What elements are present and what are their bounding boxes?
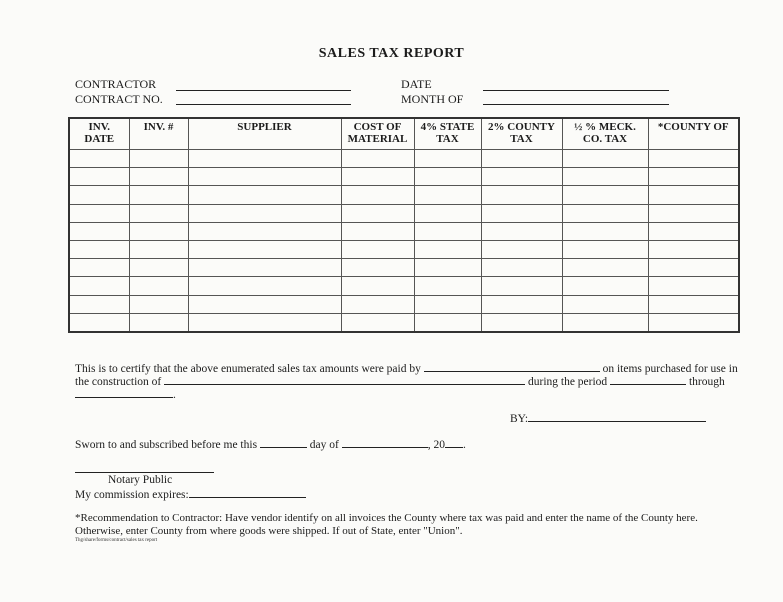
table-cell[interactable]	[562, 240, 648, 258]
contractor-field[interactable]	[176, 90, 351, 91]
table-cell[interactable]	[562, 204, 648, 222]
table-cell[interactable]	[481, 277, 562, 295]
table-cell[interactable]	[341, 186, 414, 204]
table-cell[interactable]	[648, 168, 739, 186]
table-cell[interactable]	[481, 222, 562, 240]
table-cell[interactable]	[414, 186, 481, 204]
sworn-day-field[interactable]	[260, 436, 307, 448]
table-row	[69, 277, 739, 295]
column-header: INV. DATE	[69, 118, 129, 150]
table-cell[interactable]	[562, 295, 648, 313]
sworn-line: Sworn to and subscribed before me this day of , 20 .	[75, 436, 466, 451]
table-cell[interactable]	[69, 222, 129, 240]
table-cell[interactable]	[188, 150, 341, 168]
table-cell[interactable]	[129, 277, 188, 295]
table-cell[interactable]	[648, 186, 739, 204]
signature-field[interactable]	[528, 410, 706, 422]
paid-by-field[interactable]	[424, 360, 600, 372]
table-row	[69, 259, 739, 277]
table-cell[interactable]	[481, 168, 562, 186]
column-header: SUPPLIER	[188, 118, 341, 150]
table-cell[interactable]	[648, 313, 739, 332]
table-cell[interactable]	[188, 277, 341, 295]
contract-no-field[interactable]	[176, 104, 351, 105]
table-cell[interactable]	[69, 295, 129, 313]
sales-tax-table	[68, 117, 740, 333]
table-cell[interactable]	[562, 277, 648, 295]
column-header: 4% STATE TAX	[414, 118, 481, 150]
column-header: ½ % MECK. CO. TAX	[562, 118, 648, 150]
table-cell[interactable]	[69, 204, 129, 222]
table-cell[interactable]	[414, 150, 481, 168]
table-cell[interactable]	[69, 240, 129, 258]
table-cell[interactable]	[648, 222, 739, 240]
table-cell[interactable]	[648, 259, 739, 277]
certify-line-1: This is to certify that the above enumerated sales tax amounts were paid by on items purchased for use in	[75, 360, 738, 375]
table-cell[interactable]	[129, 295, 188, 313]
sworn-month-field[interactable]	[342, 436, 428, 448]
table-cell[interactable]	[69, 150, 129, 168]
table-cell[interactable]	[414, 222, 481, 240]
date-label: DATE	[401, 77, 432, 91]
column-header: 2% COUNTY TAX	[481, 118, 562, 150]
table-cell[interactable]	[481, 313, 562, 332]
table-cell[interactable]	[648, 150, 739, 168]
table-row	[69, 313, 739, 332]
date-field[interactable]	[483, 90, 669, 91]
notary-signature-line[interactable]	[75, 472, 214, 473]
signature-by: BY:	[510, 410, 706, 425]
table-cell[interactable]	[562, 186, 648, 204]
table-cell[interactable]	[69, 186, 129, 204]
table-cell[interactable]	[69, 313, 129, 332]
table-cell[interactable]	[129, 313, 188, 332]
table-cell[interactable]	[129, 168, 188, 186]
table-cell[interactable]	[69, 168, 129, 186]
table-cell[interactable]	[414, 313, 481, 332]
table-cell[interactable]	[188, 259, 341, 277]
table-row	[69, 222, 739, 240]
sworn-year-field[interactable]	[445, 436, 463, 448]
commission-line: My commission expires:	[75, 486, 306, 501]
table-cell[interactable]	[188, 222, 341, 240]
table-cell[interactable]	[69, 277, 129, 295]
table-cell[interactable]	[341, 150, 414, 168]
recommendation-line-2: Otherwise, enter County from where goods were shipped. If out of State, enter "Union".	[75, 525, 463, 537]
page-title: SALES TAX REPORT	[318, 46, 465, 61]
table-cell[interactable]	[648, 277, 739, 295]
table-cell[interactable]	[414, 259, 481, 277]
footer-path: Thg/share/forms/contract/sales tax report	[75, 538, 158, 543]
table-cell[interactable]	[188, 186, 341, 204]
table-cell[interactable]	[341, 168, 414, 186]
month-of-label: MONTH OF	[401, 92, 464, 106]
table-cell[interactable]	[648, 240, 739, 258]
table-cell[interactable]	[188, 168, 341, 186]
table-cell[interactable]	[481, 150, 562, 168]
table-cell[interactable]	[341, 240, 414, 258]
table-cell[interactable]	[414, 240, 481, 258]
table-cell[interactable]	[341, 313, 414, 332]
table-cell[interactable]	[188, 313, 341, 332]
period-start-field[interactable]	[610, 373, 686, 385]
table-row	[69, 204, 739, 222]
table-cell[interactable]	[414, 295, 481, 313]
table-cell[interactable]	[648, 204, 739, 222]
certify-line-2: the construction of during the period through	[75, 373, 725, 388]
table-cell[interactable]	[188, 240, 341, 258]
table-cell[interactable]	[562, 168, 648, 186]
commission-expires-field[interactable]	[189, 486, 306, 498]
recommendation-line-1: *Recommendation to Contractor: Have vendor identify on all invoices the County where tax was paid and enter the name of the County here.	[75, 512, 698, 524]
table-cell[interactable]	[69, 259, 129, 277]
table-cell[interactable]	[341, 295, 414, 313]
column-header: INV. #	[129, 118, 188, 150]
table-cell[interactable]	[562, 259, 648, 277]
table-cell[interactable]	[341, 222, 414, 240]
table-row	[69, 186, 739, 204]
certify-line-3: .	[75, 386, 176, 401]
table-cell[interactable]	[481, 259, 562, 277]
table-cell[interactable]	[129, 222, 188, 240]
contract-no-label: CONTRACT NO.	[75, 92, 163, 106]
table-cell[interactable]	[341, 204, 414, 222]
table-cell[interactable]	[481, 186, 562, 204]
month-of-field[interactable]	[483, 104, 669, 105]
column-header: COST OF MATERIAL	[341, 118, 414, 150]
table-cell[interactable]	[129, 204, 188, 222]
table-cell[interactable]	[129, 240, 188, 258]
table-cell[interactable]	[414, 204, 481, 222]
construction-of-field[interactable]	[164, 373, 525, 385]
table-cell[interactable]	[481, 204, 562, 222]
table-cell[interactable]	[188, 204, 341, 222]
table-cell[interactable]	[648, 295, 739, 313]
table-row	[69, 240, 739, 258]
table-row	[69, 295, 739, 313]
period-end-field[interactable]	[75, 386, 173, 398]
table-cell[interactable]	[562, 222, 648, 240]
table-cell[interactable]	[562, 150, 648, 168]
table-row	[69, 168, 739, 186]
table-cell[interactable]	[129, 150, 188, 168]
table-cell[interactable]	[129, 186, 188, 204]
table-cell[interactable]	[129, 259, 188, 277]
notary-public-label: Notary Public	[108, 474, 173, 486]
table-row	[69, 150, 739, 168]
table-cell[interactable]	[341, 259, 414, 277]
table-cell[interactable]	[188, 295, 341, 313]
table-cell[interactable]	[414, 277, 481, 295]
table-header-row	[69, 118, 739, 150]
table-cell[interactable]	[481, 240, 562, 258]
table-cell[interactable]	[341, 277, 414, 295]
table-cell[interactable]	[562, 313, 648, 332]
column-header: *COUNTY OF	[648, 118, 739, 150]
contractor-label: CONTRACTOR	[75, 77, 157, 91]
table-cell[interactable]	[481, 295, 562, 313]
table-cell[interactable]	[414, 168, 481, 186]
